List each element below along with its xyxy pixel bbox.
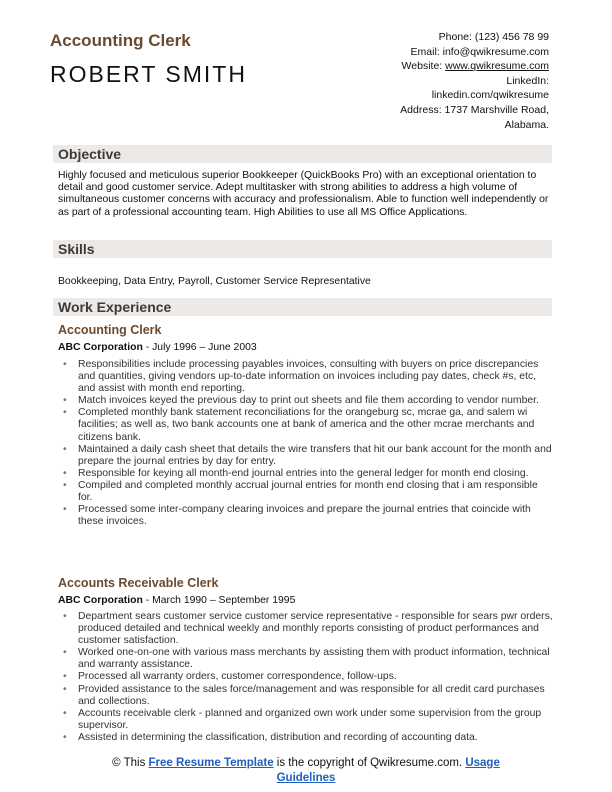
contact-website <box>339 59 549 74</box>
work-section-bar <box>53 298 552 316</box>
job-bullets <box>58 611 553 744</box>
list-item: • Accounts receivable clerk - planned and organized own work under some supervision from the group supervisor. <box>58 708 553 732</box>
skills-heading: Skills <box>58 241 95 257</box>
job-title: Accounts Receivable Clerk <box>58 576 219 590</box>
contact-linkedin-label: LinkedIn: <box>506 74 549 87</box>
list-item: • Completed monthly bank statement reconciliations for the orangeburg sc, mcrae ga, and salem wi facilities; as well as, two bank accounts one at bank of america and the other mcrae merchants and citizens bank. <box>58 407 553 443</box>
job-dates: - March 1990 – September 1995 <box>142 595 296 606</box>
contact-phone: Phone: (123) 456 78 99 <box>438 31 549 43</box>
list-item: • Responsibilities include processing payables invoices, consulting with buyers on price discrepancies and quantities, giving vendors up-to-date information on invoices including pay dates, check #s, etc, and assist with month end reporting. <box>58 359 553 395</box>
list-item: • Processed some inter-company clearing invoices and prepare the journal entries that coincide with these invoices. <box>58 504 553 528</box>
contact-linkedin: linkedin.com/qwikresume <box>431 89 549 102</box>
job-dates: - July 1996 – June 2003 <box>142 342 257 353</box>
usage-guidelines-word1: Usage <box>465 757 500 769</box>
contact-block <box>339 30 549 132</box>
list-item: • Worked one-on-one with various mass merchants by assisting them with product information, technical and warranty assistance. <box>58 647 553 671</box>
website-label: Website: <box>401 60 443 73</box>
skills-text: Bookkeeping, Data Entry, Payroll, Customer Service Representative <box>58 276 371 287</box>
header-job-title: Accounting Clerk <box>50 31 191 50</box>
list-item: • Responsible for keying all month-end journal entries into the general ledger for month end closing. <box>58 468 553 480</box>
resume-header <box>50 30 247 87</box>
objective-section-bar <box>53 145 552 163</box>
objective-text: Highly focused and meticulous superior Bookkeeper (QuickBooks Pro) with an exceptional orientation to detail and good customer service. Adept multitasker with strong abilities to address a high volume of simultaneous customer concerns with accuracy and professionalism. Able to function well independently or as part of a professional accounting team. High Abilities to use all MS Office Applications. <box>58 170 549 218</box>
job-bullets <box>58 359 553 528</box>
list-item: • Department sears customer service customer service representative - responsible for sears pwr orders, produced detailed and technical weekly and monthly reports consisting of product performances and customer satisfaction. <box>58 611 553 647</box>
list-item: • Processed all warranty orders, customer correspondence, follow-ups. <box>58 671 553 683</box>
job-company-line <box>58 342 257 354</box>
skills-section-bar <box>53 240 552 258</box>
person-name: ROBERT SMITH <box>50 61 247 87</box>
job-company: ABC Corporation <box>58 342 143 353</box>
list-item: • Provided assistance to the sales force/management and was responsible for all credit card purchases and collections. <box>58 684 553 708</box>
list-item: • Compiled and completed monthly accrual journal entries for month end closing that i am responsible for. <box>58 480 553 504</box>
website-link[interactable]: www.qwikresume.com <box>445 60 549 73</box>
job-title: Accounting Clerk <box>58 323 162 337</box>
list-item: • Match invoices keyed the previous day to print out sheets and file them according to vendor number. <box>58 395 553 407</box>
footer-middle: is the copyright of Qwikresume.com. <box>273 757 466 769</box>
objective-heading: Objective <box>58 146 122 162</box>
footer-prefix: © This <box>112 757 149 769</box>
free-resume-template-link[interactable]: Free Resume Template <box>148 757 274 769</box>
footer <box>0 756 612 785</box>
job-company: ABC Corporation <box>58 595 143 606</box>
contact-address-line2: Alabama. <box>504 118 549 131</box>
usage-guidelines-word2: Guidelines <box>276 771 336 784</box>
list-item: • Maintained a daily cash sheet that details the wire transfers that hit our bank account for the month and prepare the journal entries by day for entry. <box>58 444 553 468</box>
work-heading: Work Experience <box>58 299 172 315</box>
list-item: • Assisted in determining the classification, distribution and recording of accounting data. <box>58 732 553 744</box>
contact-email: Email: info@qwikresume.com <box>410 45 549 58</box>
contact-address-line1: Address: 1737 Marshville Road, <box>400 103 549 116</box>
job-company-line <box>58 595 295 607</box>
